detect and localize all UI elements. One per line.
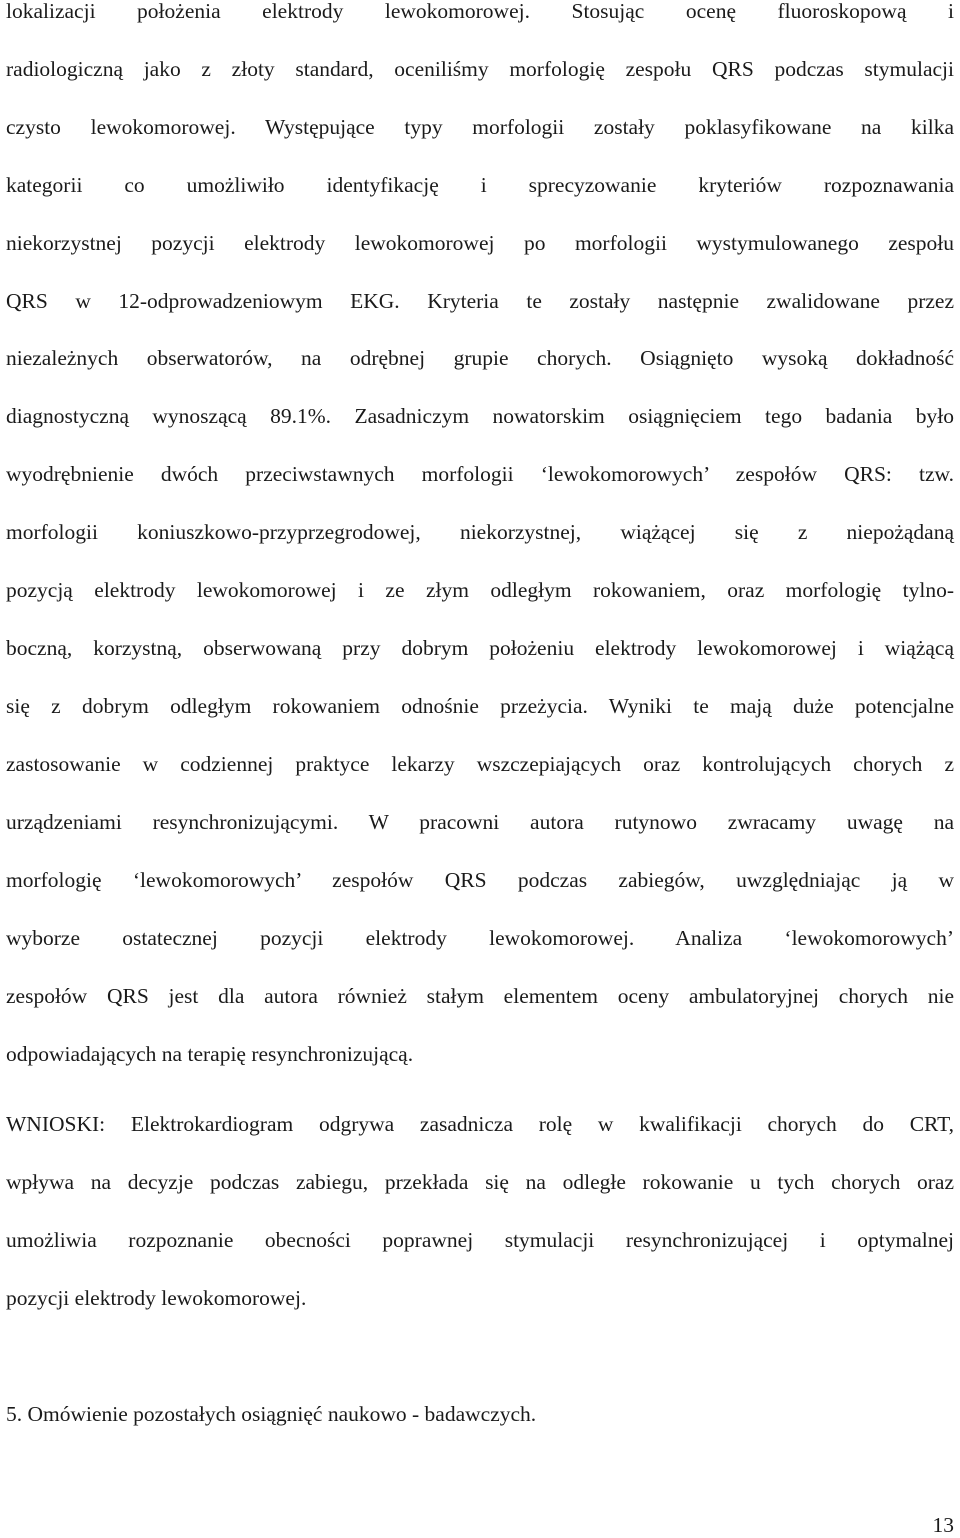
- text-line: czysto lewokomorowej. Występujące typy morfologii zostały poklasyfikowane na kilka: [6, 115, 954, 139]
- text-line: zespołów QRS jest dla autora również stałym elementem oceny ambulatoryjnej chorych nie: [6, 984, 954, 1008]
- text-line: QRS w 12-odprowadzeniowym EKG. Kryteria te zostały następnie zwalidowane przez: [6, 289, 954, 313]
- text-line: pozycji elektrody lewokomorowej.: [6, 1286, 307, 1310]
- text-line: wyborze ostatecznej pozycji elektrody lewokomorowej. Analiza ‘lewokomorowych’: [6, 926, 954, 950]
- text-line: pozycją elektrody lewokomorowej i ze złym odległym rokowaniem, oraz morfologię tylno-: [6, 578, 954, 602]
- text-line: radiologiczną jako z złoty standard, oceniliśmy morfologię zespołu QRS podczas stymulacji: [6, 57, 954, 81]
- page-number: 13: [932, 1513, 954, 1537]
- text-line: wyodrębnienie dwóch przeciwstawnych morfologii ‘lewokomorowych’ zespołów QRS: tzw.: [6, 462, 954, 486]
- text-line: niezależnych obserwatorów, na odrębnej grupie chorych. Osiągnięto wysoką dokładność: [6, 346, 954, 370]
- document-page: [6, 0, 954, 1537]
- text-line: diagnostyczną wynoszącą 89.1%. Zasadniczym nowatorskim osiągnięciem tego badania było: [6, 404, 954, 428]
- text-line: odpowiadających na terapię resynchronizującą.: [6, 1042, 414, 1066]
- text-line: niekorzystnej pozycji elektrody lewokomorowej po morfologii wystymulowanego zespołu: [6, 231, 954, 255]
- text-line: boczną, korzystną, obserwowaną przy dobrym położeniu elektrody lewokomorowej i wiążącą: [6, 636, 954, 660]
- text-line: umożliwia rozpoznanie obecności poprawnej stymulacji resynchronizującej i optymalnej: [6, 1228, 954, 1252]
- text-line: lokalizacji położenia elektrody lewokomorowej. Stosując ocenę fluoroskopową i: [6, 0, 954, 23]
- text-line: się z dobrym odległym rokowaniem odnośnie przeżycia. Wyniki te mają duże potencjalne: [6, 694, 954, 718]
- text-line: zastosowanie w codziennej praktyce lekarzy wszczepiających oraz kontrolujących chorych z: [6, 752, 954, 776]
- text-line: urządzeniami resynchronizującymi. W pracowni autora rutynowo zwracamy uwagę na: [6, 810, 954, 834]
- section-heading: 5. Omówienie pozostałych osiągnięć naukowo - badawczych.: [6, 1402, 537, 1426]
- text-line: kategorii co umożliwiło identyfikację i sprecyzowanie kryteriów rozpoznawania: [6, 173, 954, 197]
- text-line: wpływa na decyzje podczas zabiegu, przekłada się na odległe rokowanie u tych chorych oraz: [6, 1170, 954, 1194]
- text-line: WNIOSKI: Elektrokardiogram odgrywa zasadnicza rolę w kwalifikacji chorych do CRT,: [6, 1112, 954, 1136]
- text-line: morfologii koniuszkowo-przyprzegrodowej, niekorzystnej, wiążącej się z niepożądaną: [6, 520, 954, 544]
- text-line: morfologię ‘lewokomorowych’ zespołów QRS podczas zabiegów, uwzględniając ją w: [6, 868, 954, 892]
